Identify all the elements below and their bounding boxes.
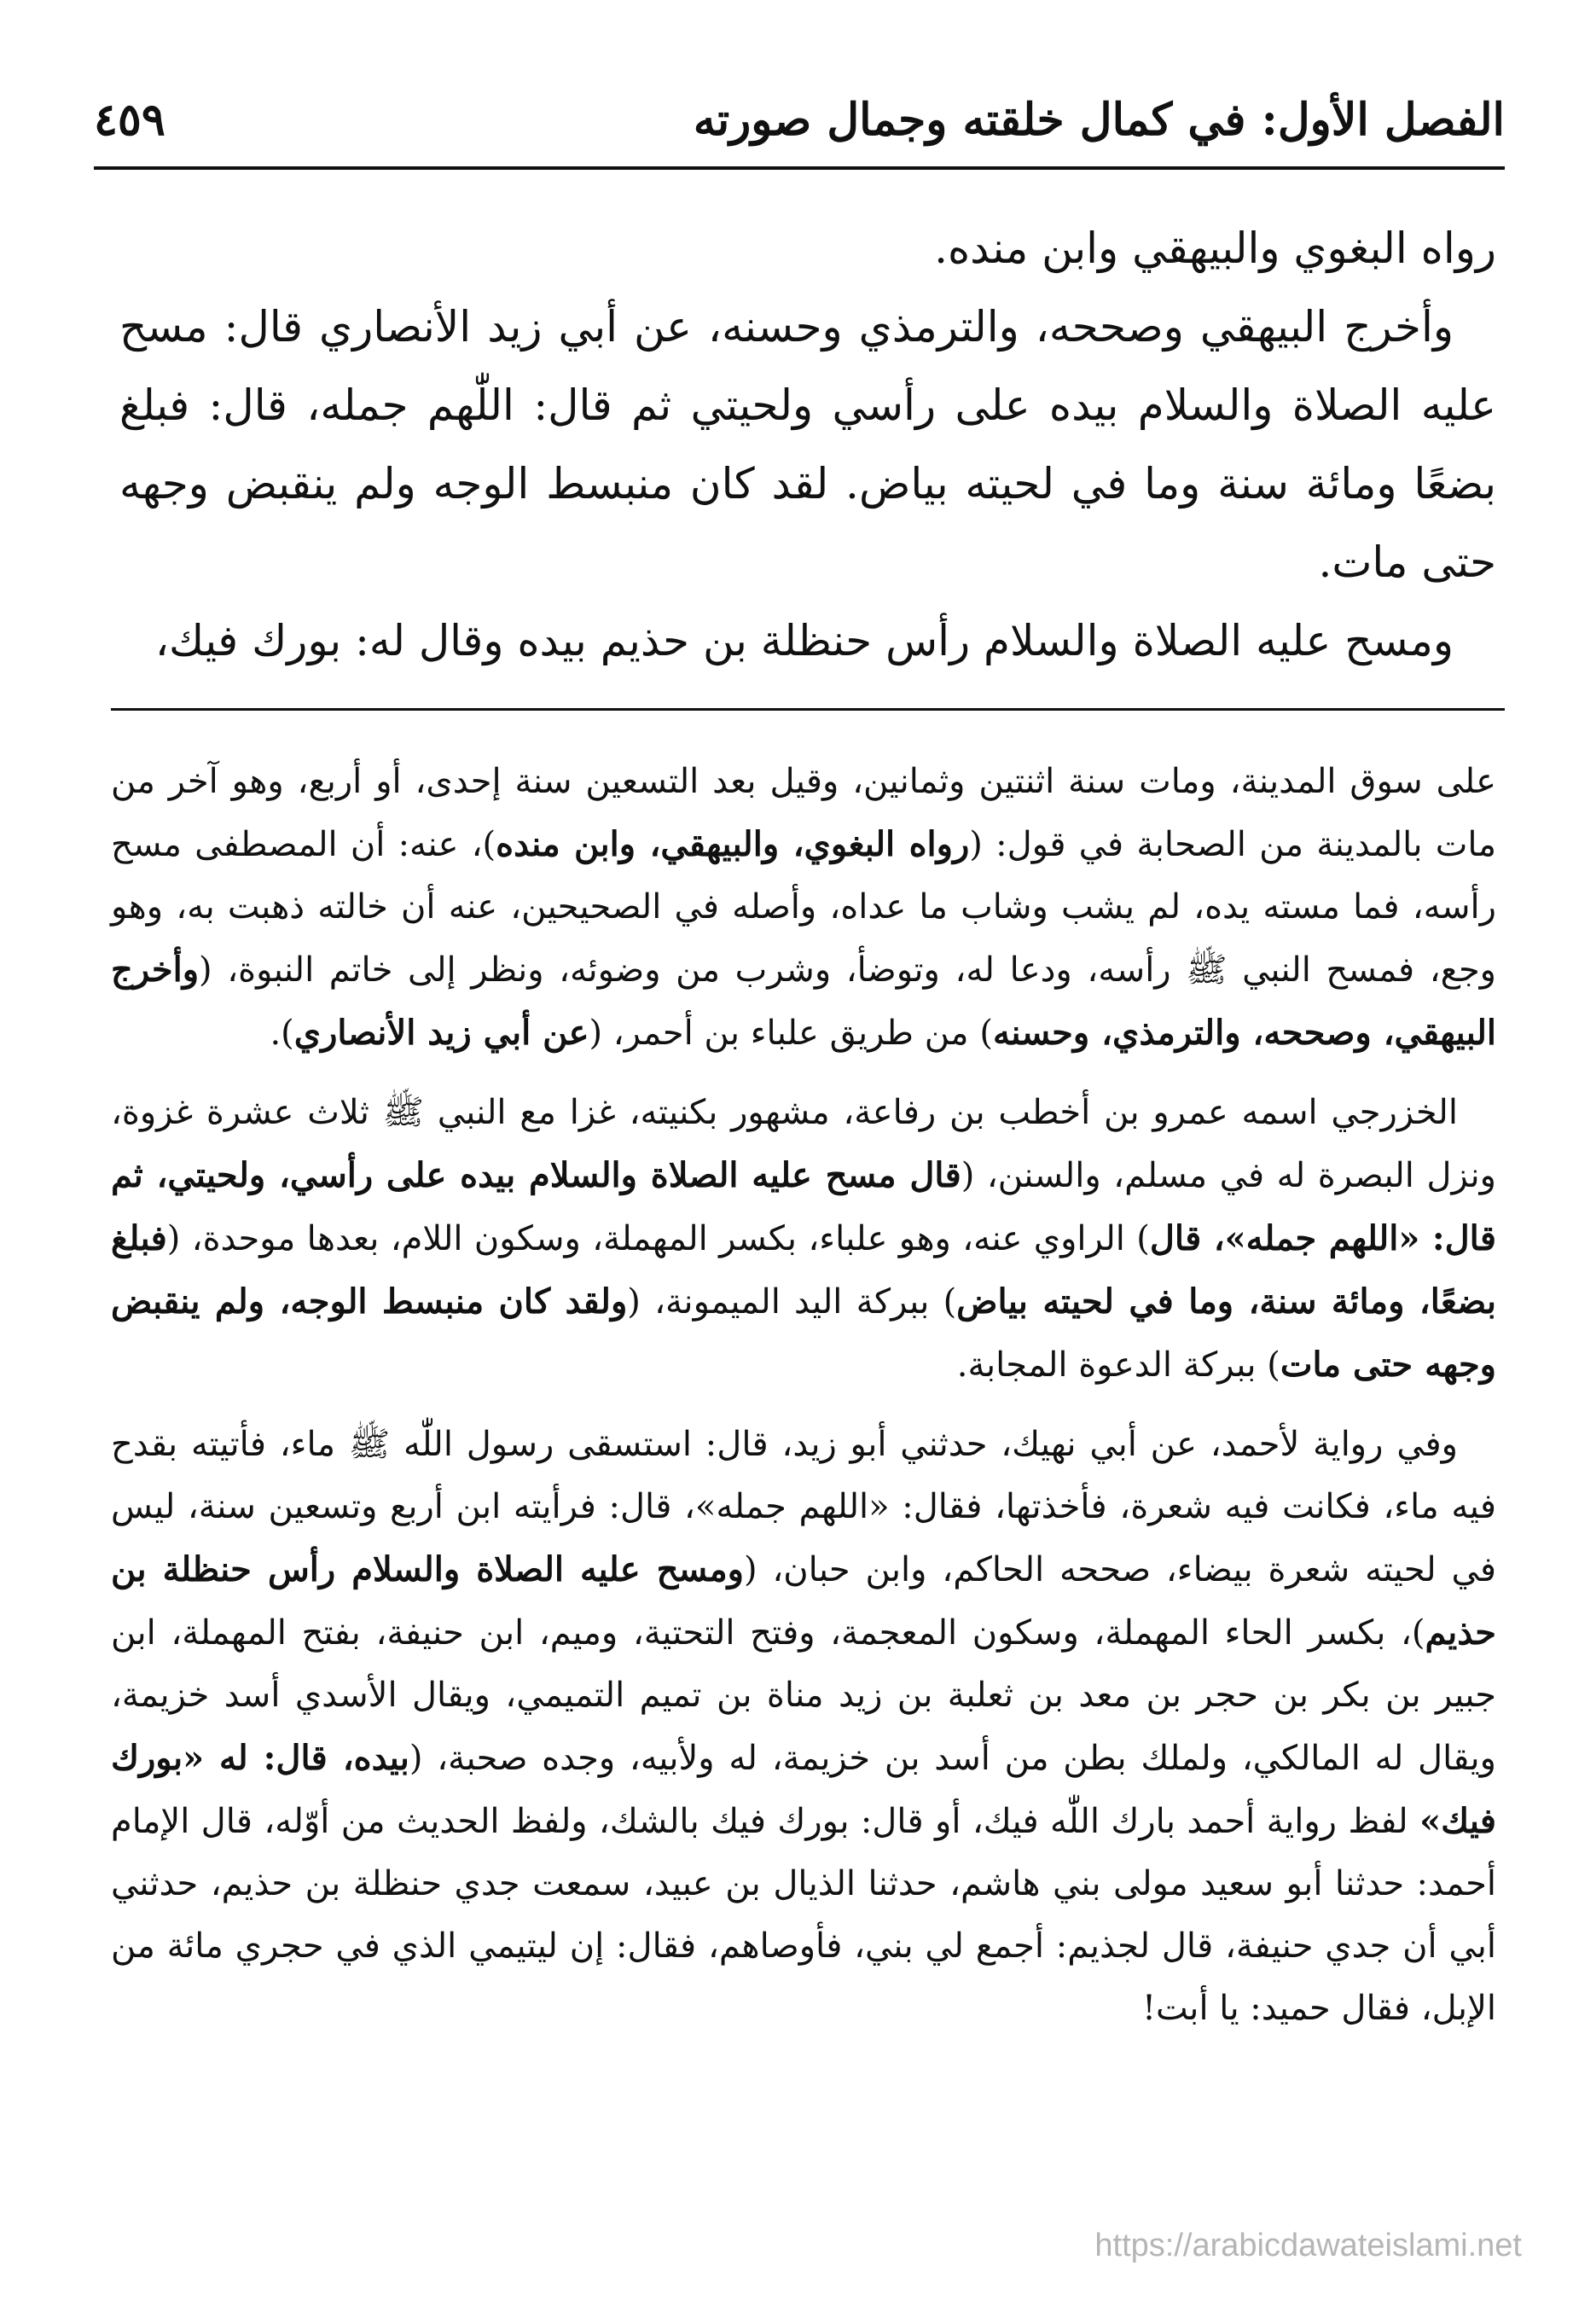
commentary-paragraph	[111, 751, 1496, 1065]
commentary-paragraph	[111, 1082, 1496, 1397]
quoted-text: ولقد كان منبسط الوجه، ولم ينقبض وجهه حتى مات	[111, 1281, 1496, 1385]
commentary-text: ).	[270, 1014, 294, 1053]
commentary-text: الخزرجي اسمه عمرو بن أخطب بن رفاعة، مشهور بكنيته، غزا مع النبي ﷺ ثلاث عشرة غزوة، ونزل البصرة له في مسلم، والسنن، (	[111, 1093, 1496, 1195]
commentary-paragraph	[111, 1414, 1496, 2040]
main-paragraph: رواه البغوي والبيهقي وابن منده.	[934, 224, 1496, 273]
commentary-text: على سوق المدينة، ومات سنة اثنتين وثمانين، وقيل بعد التسعين سنة إحدى، أو أربع، وهو آخر من مات بالمدينة من الصحابة في قول: (	[111, 762, 1496, 864]
page-header	[94, 85, 1505, 154]
quoted-text: عن أبي زيد الأنصاري	[293, 1013, 589, 1053]
commentary	[111, 751, 1496, 2057]
watermark-url: https://arabicdawateislami.net	[1094, 2228, 1522, 2263]
quoted-text: ومسح عليه الصلاة والسلام رأس حنظلة بن حذيم	[111, 1549, 1496, 1653]
commentary-text: ) ببركة الدعوة المجابة.	[956, 1345, 1280, 1385]
commentary-text: لفظ رواية أحمد بارك اللّٰه فيك، أو قال: بورك فيك بالشك، ولفظ الحديث من أوّله، قال الإمام أحمد: حدثنا أبو سعيد مولى بني هاشم، حدثنا الذيال بن عبيد، سمعت جدي حنظلة بن حذيم، حدثني أبي أن جدي حنيفة، قال لجذيم: أجمع لي بني، فأوصاهم، فقال: إن ليتيمي الذي في حجري مائة من الإبل، فقال حميد: يا أبت!	[111, 1802, 1496, 2028]
quoted-text: رواه البغوي، والبيهقي، وابن منده	[496, 824, 970, 864]
main-paragraph: وأخرج البيهقي وصححه، والترمذي وحسنه، عن أبي زيد الأنصاري قال: مسح عليه الصلاة والسلام بيده على رأسي ولحيتي ثم قال: اللّٰهم جمله، قال: فبلغ بضعًا ومائة سنة وما في لحيته بياض. لقد كان منبسط الوجه ولم ينقبض وجهه حتى مات.	[119, 302, 1496, 587]
commentary-text: ) الراوي عنه، وهو علباء، بكسر المهملة، وسكون اللام، بعدها موحدة، (	[166, 1219, 1150, 1258]
commentary-text: ) من طريق علباء بن أحمر، (	[589, 1014, 993, 1053]
quoted-text: قال مسح عليه الصلاة والسلام بيده على رأسي، ولحيتي، ثم قال: «اللهم جمله»، قال	[111, 1155, 1496, 1258]
quoted-text: بيده، قال: له «بورك فيك»	[111, 1738, 1496, 1841]
header-divider	[94, 166, 1505, 170]
commentary-text: )، بكسر الحاء المهملة، وسكون المعجمة، وفتح التحتية، وميم، ابن حنيفة، بفتح المهملة، ابن جبير بن بكر بن حجر بن معد بن ثعلبة بن زيد مناة بن تميم التميمي، ويقال الأسدي أسد خزيمة، ويقال له المالكي، ولملك بطن من أسد بن خزيمة، له ولأبيه، وجده صحبة، (	[111, 1613, 1496, 1778]
page-number: ٤٥٩	[94, 94, 165, 146]
commentary-text: وفي رواية لأحمد، عن أبي نهيك، حدثني أبو زيد، قال: استسقى رسول اللّٰه ﷺ ماء، فأتيته بقدح فيه ماء، فكانت فيه شعرة، فأخذتها، فقال: «اللهم جمله»، قال: فرأيته ابن أربع وتسعين سنة، ليس في لحيته شعرة بيضاء، صححه الحاكم، وابن حبان، (	[111, 1425, 1496, 1589]
commentary-text: ) ببركة اليد الميمونة، (	[627, 1282, 957, 1322]
quoted-text: وأخرج البيهقي، وصححه، والترمذي، وحسنه	[111, 950, 1496, 1053]
main-text	[119, 209, 1496, 680]
commentary-text: )، عنه: أن المصطفى مسح رأسه، فما مسته يده، لم يشب وشاب ما عداه، وأصله في الصحيحين، عنه أن خالته ذهبت به، وهو وجع، فمسح النبي ﷺ رأسه، ودعا له، وتوضأ، وشرب من وضوئه، ونظر إلى خاتم النبوة، (	[111, 825, 1496, 990]
chapter-title: الفصل الأول: في كمال خلقته وجمال صورته	[693, 94, 1505, 146]
quoted-text: فبلغ بضعًا، ومائة سنة، وما في لحيته بياض	[111, 1218, 1496, 1322]
main-paragraph: ومسح عليه الصلاة والسلام رأس حنظلة بن حذيم بيده وقال له: بورك فيك،	[154, 616, 1454, 665]
commentary-divider	[111, 708, 1505, 711]
